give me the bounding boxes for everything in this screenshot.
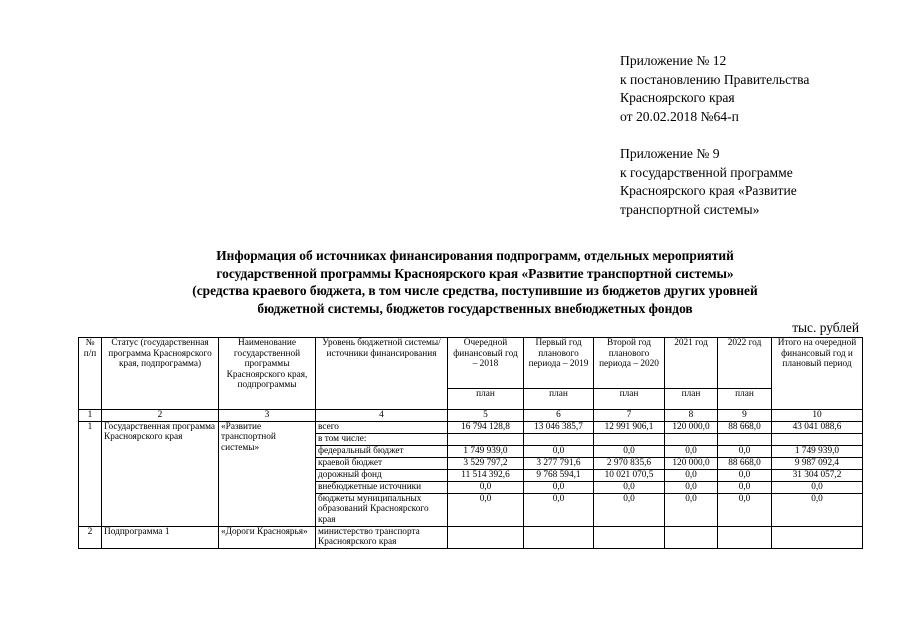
level-cell: бюджеты муниципальных образований Красноярского края (316, 493, 448, 526)
table-row (79, 421, 863, 433)
value-cell: 0,0 (665, 445, 718, 457)
subprogram-name: «Дороги Красноярья» (219, 526, 316, 548)
value-cell (772, 526, 863, 548)
title-line: государственной программы Красноярского края «Развитие транспортной системы» (216, 265, 734, 281)
header-row (79, 338, 863, 389)
value-cell: 0,0 (772, 481, 863, 493)
header-name: Наименование государственной программы Красноярского края, подпрограммы (219, 338, 316, 410)
units-label: тыс. рублей (792, 320, 859, 335)
subprogram-level: министерство транспорта Красноярского края (316, 526, 448, 548)
header-2022: 2022 год (718, 338, 772, 389)
col-number: 6 (524, 410, 594, 422)
value-cell: 0,0 (524, 493, 594, 526)
header-plan: план (718, 389, 772, 410)
header-2018: Очередной финансовый год – 2018 (448, 338, 524, 389)
value-cell: 0,0 (524, 481, 594, 493)
subprogram-num: 2 (79, 526, 102, 548)
title-line: (средства краевого бюджета, в том числе средства, поступившие из бюджетов других уровней (192, 283, 758, 298)
value-cell (448, 433, 524, 445)
subprogram-status: Подпрограмма 1 (102, 526, 219, 548)
value-cell: 16 794 128,8 (448, 421, 524, 433)
value-cell (524, 433, 594, 445)
value-cell: 9 768 594,1 (524, 469, 594, 481)
value-cell: 0,0 (718, 481, 772, 493)
col-number: 3 (219, 410, 316, 422)
value-cell (718, 526, 772, 548)
value-cell: 2 970 835,6 (594, 457, 665, 469)
appendix-12-line: к постановлению Правительства (620, 71, 810, 87)
value-cell (718, 433, 772, 445)
value-cell: 0,0 (594, 481, 665, 493)
value-cell: 120 000,0 (665, 421, 718, 433)
value-cell (594, 526, 665, 548)
value-cell: 0,0 (448, 481, 524, 493)
value-cell: 0,0 (718, 493, 772, 526)
value-cell (594, 433, 665, 445)
header-plan: план (665, 389, 718, 410)
header-2021: 2021 год (665, 338, 718, 389)
value-cell: 0,0 (718, 469, 772, 481)
value-cell (665, 526, 718, 548)
value-cell: 3 277 791,6 (524, 457, 594, 469)
level-cell: внебюджетные источники (316, 481, 448, 493)
value-cell (448, 526, 524, 548)
appendix-9-line: Приложение № 9 (620, 146, 720, 161)
appendix-9-line: транспортной системы» (620, 201, 760, 217)
col-number: 10 (772, 410, 863, 422)
col-number: 1 (79, 410, 102, 422)
value-cell: 0,0 (524, 445, 594, 457)
value-cell (772, 433, 863, 445)
value-cell: 0,0 (594, 445, 665, 457)
value-cell: 1 749 939,0 (448, 445, 524, 457)
financing-table (78, 337, 863, 549)
value-cell: 43 041 088,6 (772, 421, 863, 433)
col-number: 5 (448, 410, 524, 422)
value-cell: 0,0 (718, 445, 772, 457)
header-plan: план (448, 389, 524, 410)
title-line: бюджетной системы, бюджетов государственных внебюджетных фондов (257, 300, 693, 316)
header-plan: план (524, 389, 594, 410)
value-cell: 9 987 092,4 (772, 457, 863, 469)
value-cell: 0,0 (665, 493, 718, 526)
appendix-9-line: к государственной программе (620, 164, 793, 180)
header-2019: Первый год планового периода – 2019 (524, 338, 594, 389)
value-cell: 11 514 392,6 (448, 469, 524, 481)
appendix-9-header (620, 145, 797, 219)
header-status: Статус (государственная программа Красноярского края, подпрограмма) (102, 338, 219, 410)
program-num: 1 (79, 421, 102, 526)
appendix-9-line: Красноярского края «Развитие (620, 183, 797, 198)
value-cell: 31 304 057,2 (772, 469, 863, 481)
header-plan: план (594, 389, 665, 410)
header-2020: Второй год планового периода – 2020 (594, 338, 665, 389)
col-number: 2 (102, 410, 219, 422)
header-total: Итого на очередной финансовый год и плановый период (772, 338, 863, 410)
title-line: Информация об источниках финансирования подпрограмм, отдельных мероприятий (216, 248, 734, 263)
value-cell: 0,0 (665, 481, 718, 493)
appendix-12-header (620, 52, 809, 126)
appendix-12-line: Красноярского края (620, 90, 735, 105)
value-cell (524, 526, 594, 548)
level-cell: в том числе: (316, 433, 448, 445)
column-number-row (79, 410, 863, 422)
program-name: «Развитие транспортной системы» (219, 421, 316, 526)
header-level: Уровень бюджетной системы/источники финансирования (316, 338, 448, 410)
level-cell: федеральный бюджет (316, 445, 448, 457)
value-cell: 3 529 797,2 (448, 457, 524, 469)
col-number: 7 (594, 410, 665, 422)
value-cell: 1 749 939,0 (772, 445, 863, 457)
value-cell: 0,0 (448, 493, 524, 526)
value-cell: 0,0 (665, 469, 718, 481)
document-title (95, 247, 855, 317)
program-status: Государственная программа Красноярского края (102, 421, 219, 526)
col-number: 8 (665, 410, 718, 422)
value-cell: 88 668,0 (718, 421, 772, 433)
value-cell (665, 433, 718, 445)
value-cell: 120 000,0 (665, 457, 718, 469)
level-cell: всего (316, 421, 448, 433)
value-cell: 12 991 906,1 (594, 421, 665, 433)
value-cell: 0,0 (772, 493, 863, 526)
header-num: № п/п (79, 338, 102, 410)
appendix-12-line: от 20.02.2018 №64-п (620, 108, 739, 124)
value-cell: 88 668,0 (718, 457, 772, 469)
col-number: 4 (316, 410, 448, 422)
value-cell: 13 046 385,7 (524, 421, 594, 433)
appendix-12-line: Приложение № 12 (620, 53, 727, 68)
value-cell: 0,0 (594, 493, 665, 526)
level-cell: дорожный фонд (316, 469, 448, 481)
value-cell: 10 021 070,5 (594, 469, 665, 481)
level-cell: краевой бюджет (316, 457, 448, 469)
table-row (79, 526, 863, 548)
col-number: 9 (718, 410, 772, 422)
